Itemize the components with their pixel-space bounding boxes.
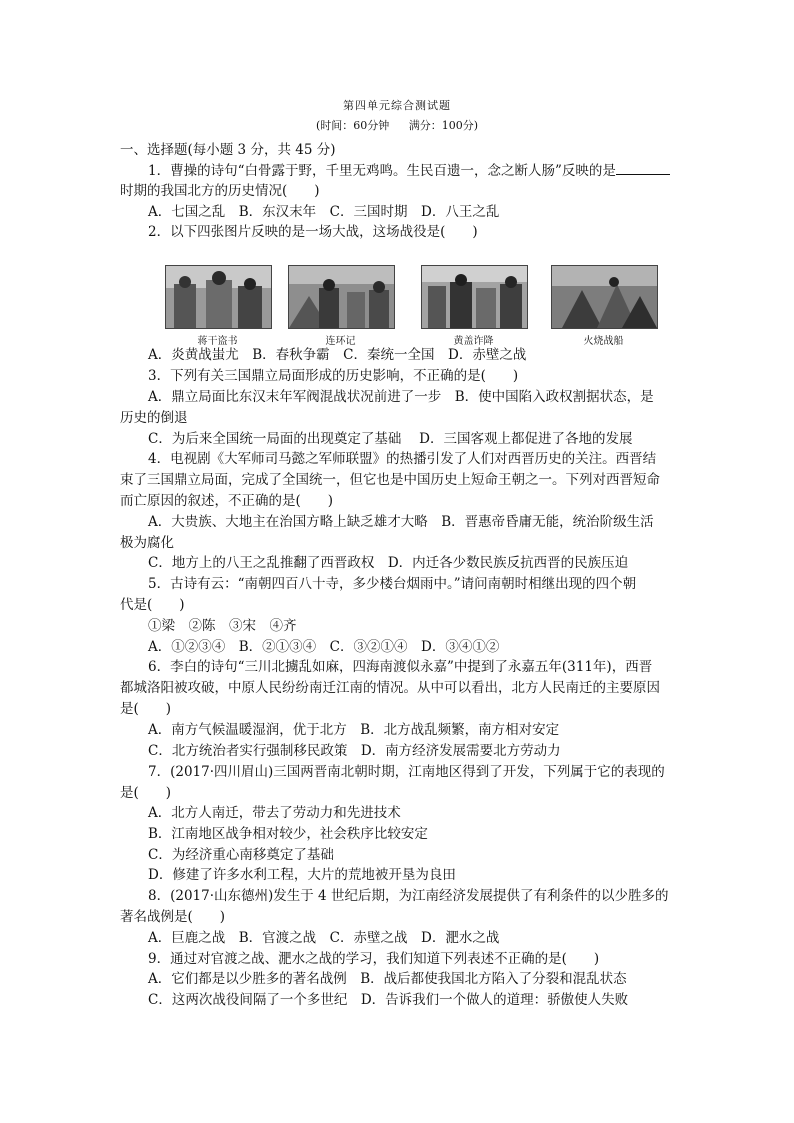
page-title: 第四单元综合测试题 (343, 99, 451, 112)
question-5-cont: 代是( ) (120, 597, 185, 613)
question-9-option-ab: A．它们都是以少胜多的著名战例 B．战后都使我国北方陷入了分裂和混乱状态 (148, 971, 627, 987)
figure-caption-2: 连环记 (325, 336, 356, 347)
question-5-text: 5．古诗有云：“南朝四百八十寺，多少楼台烟雨中。”请问南朝时相继出现的四个朝 (148, 576, 637, 592)
figure-fire-ships-image (551, 265, 658, 329)
question-5-items: ①梁 ②陈 ③宋 ④齐 (148, 618, 297, 634)
question-9-option-cd: C．这两次战役间隔了一个多世纪 D．告诉我们一个做人的道理：骄傲使人失败 (148, 992, 629, 1008)
figure-caption-4: 火烧战船 (583, 336, 624, 347)
question-1-options: A．七国之乱 B．东汉末年 C．三国时期 D．八王之乱 (148, 204, 500, 220)
question-8-options: A．巨鹿之战 B．官渡之战 C．赤壁之战 D．淝水之战 (148, 930, 500, 946)
question-4-option-ab: A．大贵族、大地主在治国方略上缺乏雄才大略 B．晋惠帝昏庸无能，统治阶级生活 (148, 514, 654, 530)
question-6-option-ab: A．南方气候温暖湿润，优于北方 B．北方战乱频繁，南方相对安定 (148, 722, 560, 738)
question-1-text: 1．曹操的诗句“白骨露于野，千里无鸡鸣。生民百遗一，念之断人肠”反映的是 (148, 163, 616, 179)
answer-blank (616, 160, 670, 175)
question-3-text: 3．下列有关三国鼎立局面形成的历史影响，不正确的是( ) (148, 368, 519, 384)
question-6-cont-1: 都城洛阳被攻破，中原人民纷纷南迁江南的情况。从中可以看出，北方人民南迁的主要原因 (120, 680, 660, 696)
figure-jiang-gan-image (165, 265, 272, 329)
section-heading: 一、选择题(每小题 3 分，共 45 分) (120, 142, 336, 158)
question-9-text: 9．通过对官渡之战、淝水之战的学习，我们知道下列表述不正确的是( ) (148, 951, 600, 967)
question-3-option-ab: A．鼎立局面比东汉末年军阀混战状况前进了一步 B．使中国陷入政权割据状态，是 (148, 389, 654, 405)
full-score: 满分：100分) (408, 119, 479, 132)
figure-lianhuan-image (288, 265, 395, 329)
question-8-text: 8．(2017·山东德州)发生于 4 世纪后期，为江南经济发展提供了有利条件的以少胜多的 (148, 888, 669, 904)
question-2-options: A．炎黄战蚩尤 B．春秋争霸 C．秦统一全国 D．赤壁之战 (148, 347, 527, 363)
question-4-text: 4．电视剧《大军师司马懿之军师联盟》的热播引发了人们对西晋历史的关注。西晋结 (148, 451, 657, 467)
question-5-options: A．①②③④ B．②①③④ C．③②①④ D．③④①② (148, 639, 500, 655)
question-3-option-cd: C．为后来全国统一局面的出现奠定了基础 D．三国客观上都促进了各地的发展 (148, 431, 633, 447)
question-6-text: 6．李白的诗句“三川北擄乱如麻，四海南渡似永嘉”中提到了永嘉五年(311年)，西晋 (148, 659, 653, 675)
question-7-option-c: C．为经济重心南移奠定了基础 (148, 847, 334, 863)
question-4-cont-1: 束了三国鼎立局面，完成了全国统一，但它也是中国历史上短命王朝之一。下列对西晋短命 (120, 472, 660, 488)
figure-caption-3: 黄盖诈降 (453, 336, 494, 347)
figure-caption-1: 蒋干盗书 (197, 336, 238, 347)
question-3-option-b-cont: 历史的倒退 (120, 410, 188, 426)
question-6-option-cd: C．北方统治者实行强制移民政策 D．南方经济发展需要北方劳动力 (148, 743, 561, 759)
page-subtitle (0, 117, 794, 133)
time-limit: (时间：60分钟 (315, 119, 390, 132)
question-2-text: 2．以下四张图片反映的是一场大战，这场战役是( ) (148, 224, 478, 240)
question-6-cont-2: 是( ) (120, 701, 172, 717)
question-7-option-d: D．修建了许多水利工程，大片的荒地被开垦为良田 (148, 867, 456, 883)
question-7-option-a: A．北方人南迁，带去了劳动力和先进技术 (148, 805, 401, 821)
question-1-cont: 时期的我国北方的历史情况( ) (120, 183, 320, 199)
question-4-cont-2: 而亡原因的叙述，不正确的是( ) (120, 493, 334, 509)
figure-huanggai-image (421, 265, 528, 329)
question-7-text: 7．(2017·四川眉山)三国两晋南北朝时期，江南地区得到了开发，下列属于它的表现的 (148, 764, 665, 780)
question-4-option-cd: C．地方上的八王之乱推翻了西晋政权 D．内迁各少数民族反抗西晋的民族压迫 (148, 555, 629, 571)
question-1 (148, 160, 670, 182)
question-7-cont: 是( ) (120, 785, 172, 801)
question-7-option-b: B．江南地区战争相对较少，社会秩序比较安定 (148, 826, 428, 842)
question-8-cont: 著名战例是( ) (120, 909, 226, 925)
question-4-option-b-cont: 极为腐化 (120, 535, 174, 551)
